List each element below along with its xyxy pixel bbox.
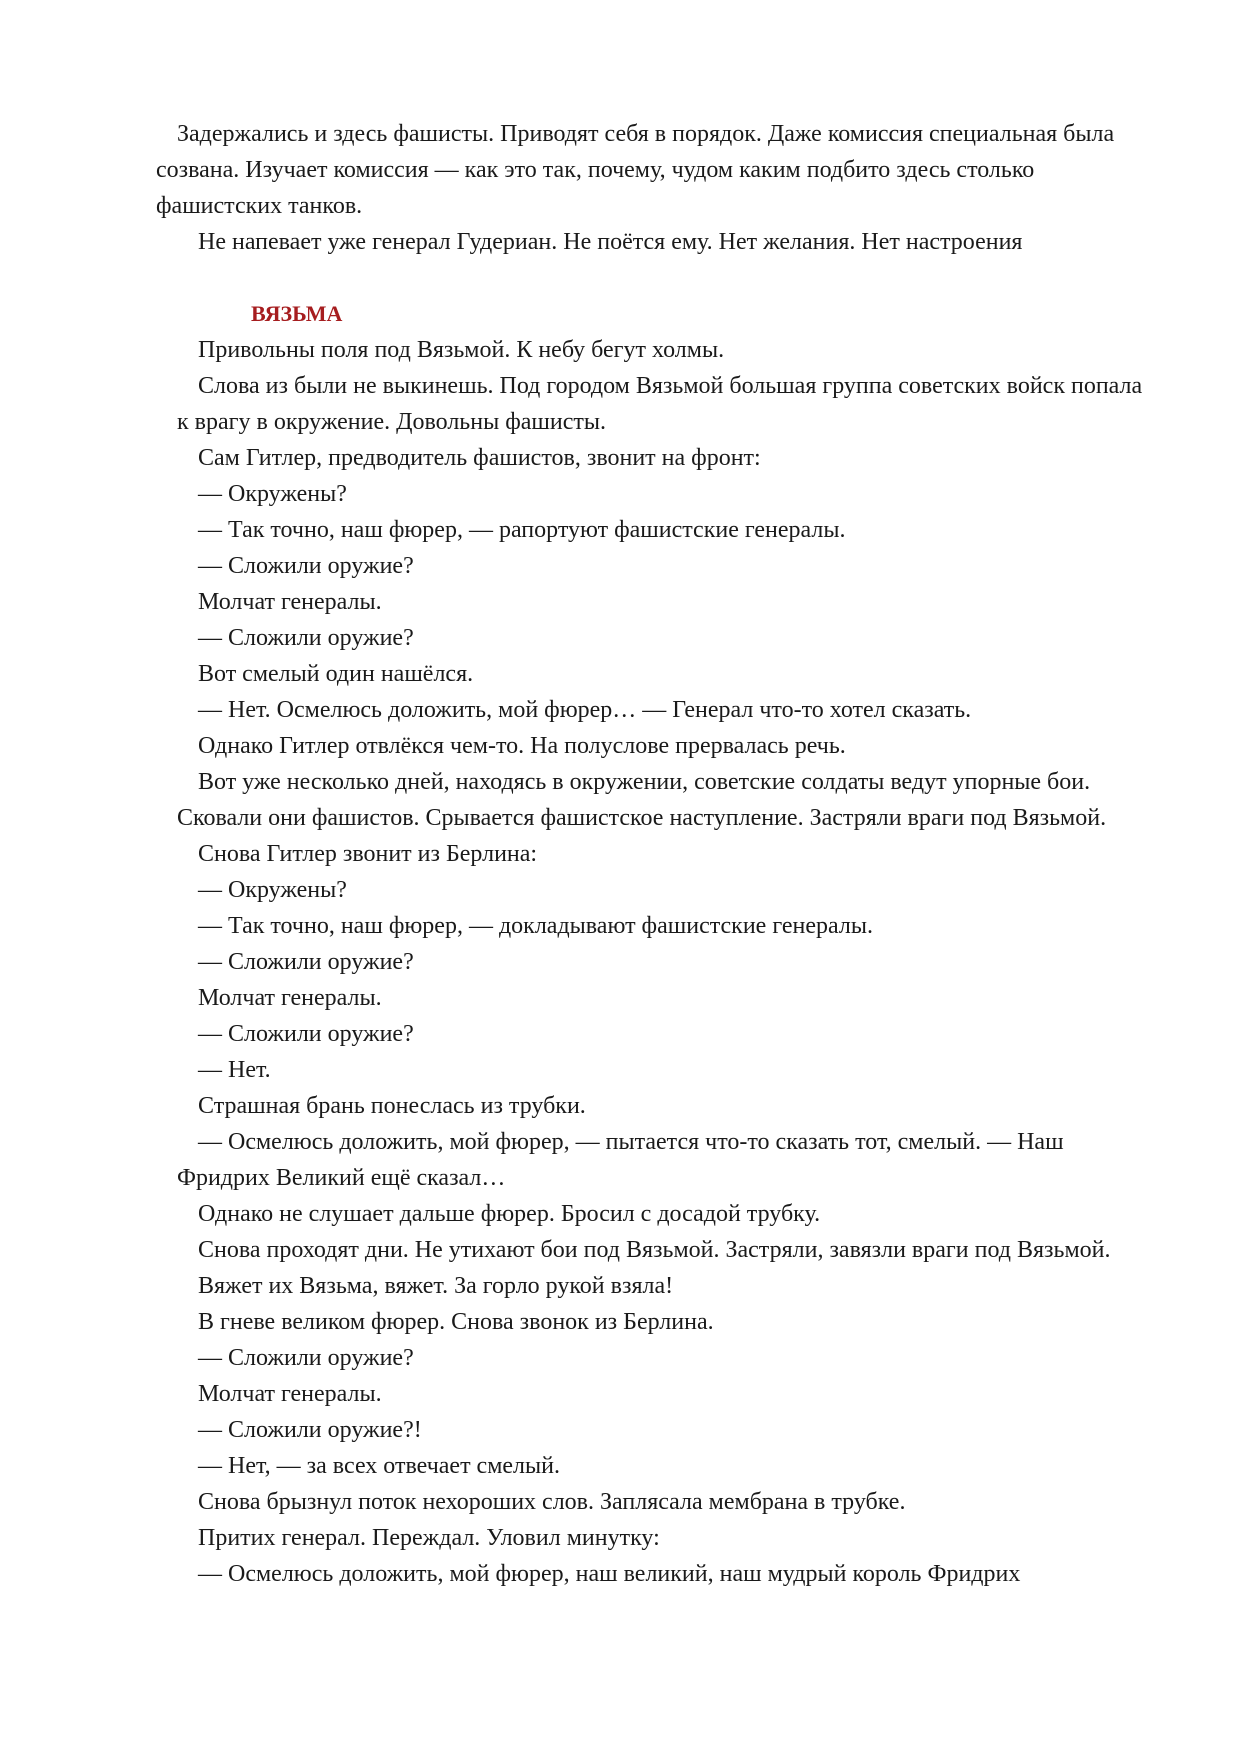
paragraph: Страшная брань понеслась из трубки.	[198, 1093, 586, 1119]
paragraph: Однако не слушает дальше фюрер. Бросил с досадой трубку.	[198, 1201, 821, 1227]
paragraph: Сам Гитлер, предводитель фашистов, звонит на фронт:	[198, 445, 761, 471]
paragraph: Вот смелый один нашёлся.	[198, 661, 474, 687]
paragraph: Однако Гитлер отвлёкся чем-то. На полуслове прервалась речь.	[198, 733, 846, 759]
paragraph: — Сложили оружие?	[198, 1345, 414, 1371]
section-gap	[177, 260, 1143, 296]
paragraph: Снова Гитлер звонит из Берлина:	[198, 841, 538, 867]
paragraph: Снова проходят дни. Не утихают бои под Вязьмой. Застряли, завязли враги под Вязьмой.	[198, 1237, 1111, 1263]
paragraph: — Осмелюсь доложить, мой фюрер, наш великий, наш мудрый король Фридрих	[198, 1561, 1021, 1587]
paragraph: — Сложили оружие?!	[198, 1417, 422, 1443]
paragraph: — Нет, — за всех отвечает смелый.	[198, 1453, 560, 1479]
paragraph: — Сложили оружие?	[198, 949, 414, 975]
paragraph: Вяжет их Вязьма, вяжет. За горло рукой взяла!	[198, 1273, 674, 1299]
paragraph: — Окружены?	[198, 877, 347, 903]
paragraph: Задержались и здесь фашисты. Приводят себя в порядок. Даже комиссия специальная была созвана. Изучает комиссия — как это так, почему, чудом каким подбито здесь столько фашистских танков.	[156, 121, 1115, 219]
paragraph: — Окружены?	[198, 481, 347, 507]
paragraph: — Так точно, наш фюрер, — рапортуют фашистские генералы.	[198, 517, 846, 543]
paragraph: Молчат генералы.	[198, 1381, 382, 1407]
paragraph: В гневе великом фюрер. Снова звонок из Берлина.	[198, 1309, 714, 1335]
paragraph: — Так точно, наш фюрер, — докладывают фашистские генералы.	[198, 913, 873, 939]
paragraph: Молчат генералы.	[198, 589, 382, 615]
paragraph: — Осмелюсь доложить, мой фюрер, — пытается что-то сказать тот, смелый. — Наш Фридрих Великий ещё сказал…	[177, 1129, 1064, 1191]
paragraph: — Сложили оружие?	[198, 1021, 414, 1047]
section-heading: ВЯЗЬМА	[251, 301, 343, 326]
paragraph: Не напевает уже генерал Гудериан. Не поётся ему. Нет желания. Нет настроения	[198, 229, 1023, 255]
paragraph: — Сложили оружие?	[198, 553, 414, 579]
text-body	[156, 116, 1143, 1592]
paragraph: Молчат генералы.	[198, 985, 382, 1011]
paragraph: — Сложили оружие?	[198, 625, 414, 651]
paragraph: Привольны поля под Вязьмой. К небу бегут холмы.	[198, 337, 725, 363]
paragraph: Снова брызнул поток нехороших слов. Заплясала мембрана в трубке.	[198, 1489, 906, 1515]
paragraph: — Нет. Осмелюсь доложить, мой фюрер… — Генерал что-то хотел сказать.	[198, 697, 972, 723]
paragraph: — Нет.	[198, 1057, 271, 1083]
paragraph: Притих генерал. Переждал. Уловил минутку:	[198, 1525, 660, 1551]
paragraph: Вот уже несколько дней, находясь в окружении, советские солдаты ведут упорные бои. Сковали они фашистов. Срывается фашистское наступление. Застряли враги под Вязьмой.	[177, 769, 1107, 831]
paragraph: Слова из были не выкинешь. Под городом Вязьмой большая группа советских войск попала к врагу в окружение. Довольны фашисты.	[177, 373, 1143, 435]
